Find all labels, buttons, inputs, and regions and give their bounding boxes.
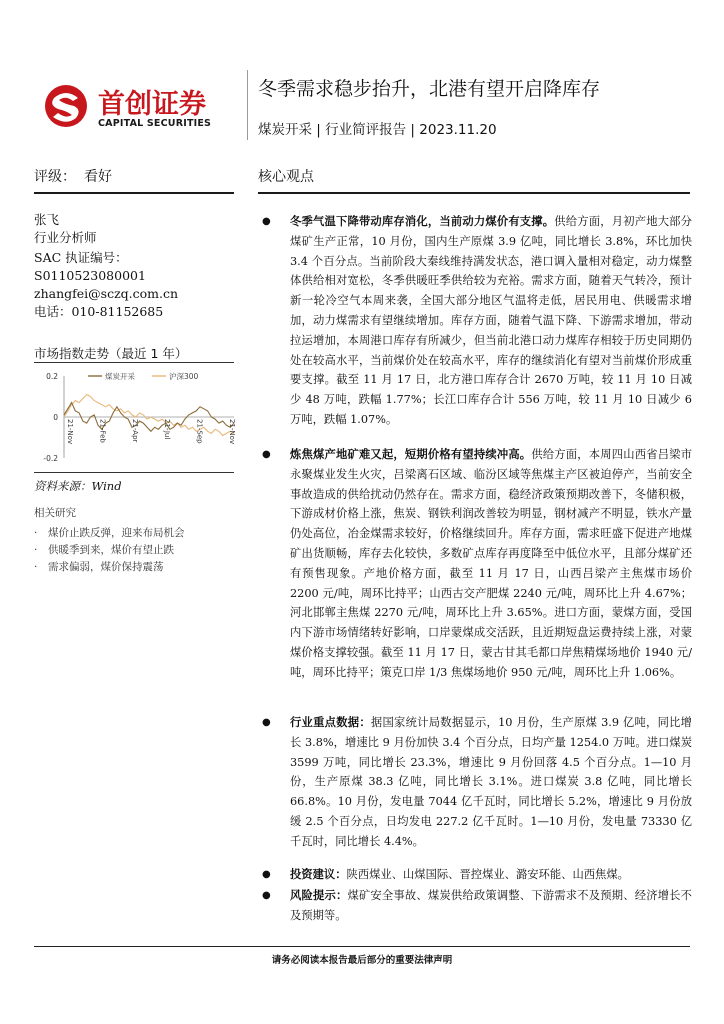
point-text: 据国家统计局数据显示，10 月份，生产原煤 3.9 亿吨，同比增长 3.8%，增速比 9 月份加快 3.4 个百分点，日均产量 1254.0 万吨。进口煤炭 3599 万吨，同比增长 23.3%，增速比 9 月份回落 4.5 个百分点。1—10 月份，生产原煤 38.3 亿吨，同比增长 3.1%。进口煤炭 3.8 亿吨，同比增长 66.8%。10 月份，发电量 7044 亿千瓦时，同比增长 5.2%，增速比 9 月份放缓 2.5 个百分点，日均发电 227.2 亿千瓦时。1—10 月份，发电量 73330 亿千瓦时，同比增长 4.4%。 <box>290 716 692 848</box>
related-item-label: 供暖季到来，煤价有望止跌 <box>48 544 174 556</box>
company-name-en: CAPITAL SECURITIES <box>98 118 212 129</box>
chart-y-tick-label: 0.2 <box>46 372 58 381</box>
related-item[interactable]: · 需求偏弱，煤价保持震荡 <box>34 561 164 573</box>
rating-label: 评级： <box>34 169 76 185</box>
point-heading: 炼焦煤产地矿难又起，短期价格有望持续冲高。 <box>290 448 532 461</box>
analyst-role: 行业分析师 <box>34 230 97 245</box>
footer-rule <box>34 946 690 947</box>
chart-x-tick-label: 21-Sep <box>195 419 204 444</box>
related-item-label: 煤价止跌反弹，迎来布局机会 <box>48 527 185 539</box>
related-item[interactable]: · 供暖季到来，煤价有望止跌 <box>34 544 174 556</box>
report-title: 冬季需求稳步抬升，北港有望开启降库存 <box>258 78 601 100</box>
chart-title: 市场指数走势（最近 1 年） <box>34 346 188 361</box>
point-paragraph <box>262 713 692 852</box>
footer-disclaimer: 请务必阅读本报告最后部分的重要法律声明 <box>271 955 453 966</box>
bullet-icon: ● <box>262 869 271 880</box>
related-item-label: 需求偏弱，煤价保持震荡 <box>48 561 164 573</box>
chart-x-tick-label: 21-Nov <box>66 419 74 445</box>
point-text: 供给方面，本周四山西省吕梁市永聚煤业发生火灾，吕梁离石区域、临汾区域等焦煤主产区被迫停产，当前安全事故造成的供给扰动仍然存在。需求方面，稳经济政策预期改善下，冬储积极，下游成材价格上涨，焦炭、钢铁利润改善较为明显，钢材减产不明显，铁水产量仍处高位，冶金煤需求较好，价格继续回升。库存方面，需求旺盛下促进产地煤矿出货顺畅，库存去化较快，多数矿点库存再度降至中低位水平，且部分煤矿还有预售现象。产地价格方面，截至 11 月 17 日，山西吕梁产主焦煤市场价 2200 元/吨，周环比持平；山西古交产肥煤 2240 元/吨，周环比上升 4.67%；河北邯郸主焦煤 2270 元/吨，周环比上升 3.65%。进口方面，蒙煤方面，受国内下游市场情绪转好影响，口岸蒙煤成交活跃，且近期短盘运费持续上涨，对蒙煤价格支撑较强。截至 11 月 17 日，蒙古甘其毛都口岸焦精煤场地价 1940 元/吨，周环比持平；策克口岸 1/3 焦煤场地价 950 元/吨，周环比上升 1.06%。 <box>290 448 692 679</box>
analyst-name: 张飞 <box>34 212 60 227</box>
related-item[interactable]: · 煤价止跌反弹，迎来布局机会 <box>34 527 185 539</box>
chart-legend-label: 沪深300 <box>169 372 199 381</box>
point-heading: 投资建议： <box>290 868 347 881</box>
point-paragraph <box>262 212 692 430</box>
chart-legend-label: 煤炭开采 <box>105 372 135 381</box>
chart-bottom-rule <box>34 472 234 473</box>
chart-source: 资料来源：Wind <box>34 479 122 493</box>
point-text: 供给方面，月初产地大部分煤矿生产正常，10 月份，国内生产原煤 3.9 亿吨，同比增长 3.8%，环比加快 3.4 个百分点。当前阶段大秦线维持满发状态，港口调入量相对稳定，动力煤整体供给相对宽松，冬季供暖旺季供给较为充裕。需求方面，随着天气转冷，预计新一轮冷空气本周来袭，全国大部分地区气温将走低，居民用电、供暖需求增加，动力煤需求有望继续增加。库存方面，随着气温下降、下游需求增加，带动拉运增加，本周港口库存有所减少，但当前北港口动力煤库存相较于历史同期仍处在较高水平，当前煤价处在较高水平，库存的继续消化有望对当前煤价形成重要支撑。截至 11 月 17 日，北方港口库存合计 2670 万吨，较 11 月 10 日减少 48 万吨，跌幅 1.77%；长江口库存合计 556 万吨，较 11 月 10 日减少 6 万吨，跌幅 1.07%。 <box>290 215 692 426</box>
chart-x-tick-label: 21-Apr <box>130 419 139 443</box>
chart-x-tick-label: 21-Feb <box>98 419 107 443</box>
point-heading: 行业重点数据： <box>290 716 371 729</box>
point-paragraph <box>262 865 692 885</box>
related-research-title: 相关研究 <box>34 507 76 519</box>
point-text: 煤矿安全事故、煤炭供给政策调整、下游需求不及预期、经济增长不及预期等。 <box>290 889 692 922</box>
sac-number: S0110523080001 <box>34 268 146 283</box>
section-rule-right <box>258 192 690 194</box>
report-subtitle: 煤炭开采 | 行业简评报告 | 2023.11.20 <box>258 122 497 138</box>
point-text: 陕西煤业、山煤国际、晋控煤业、潞安环能、山西焦煤。 <box>346 868 629 881</box>
chart-title-rule <box>34 362 234 363</box>
point-heading: 风险提示： <box>290 889 348 902</box>
sac-label: SAC 执证编号： <box>34 250 128 265</box>
section-rule-left <box>34 192 234 194</box>
chart-y-tick-label: -0.2 <box>43 454 58 463</box>
bullet-icon: ● <box>262 890 271 901</box>
core-views-title: 核心观点 <box>258 169 314 185</box>
bullet-icon: ● <box>262 717 271 728</box>
market-index-chart <box>30 364 236 468</box>
rating-value: 看好 <box>84 169 112 185</box>
point-paragraph <box>262 445 692 683</box>
point-paragraph <box>262 886 692 926</box>
point-heading: 冬季气温下降带动库存消化，当前动力煤价有支撑。 <box>290 215 555 228</box>
bullet-icon: ● <box>262 216 271 227</box>
chart-x-tick-label: 21-Jul <box>163 419 172 440</box>
analyst-phone: 电话：010-81152685 <box>34 304 164 319</box>
header-divider <box>247 70 248 140</box>
company-logo <box>40 84 240 132</box>
chart-y-tick-label: 0 <box>53 413 58 422</box>
company-name: 首创证券 <box>98 89 206 120</box>
bullet-icon: ● <box>262 449 271 460</box>
analyst-email[interactable]: zhangfei@sczq.com.cn <box>34 286 179 301</box>
chart-x-tick-label: 21-Nov <box>228 419 236 445</box>
